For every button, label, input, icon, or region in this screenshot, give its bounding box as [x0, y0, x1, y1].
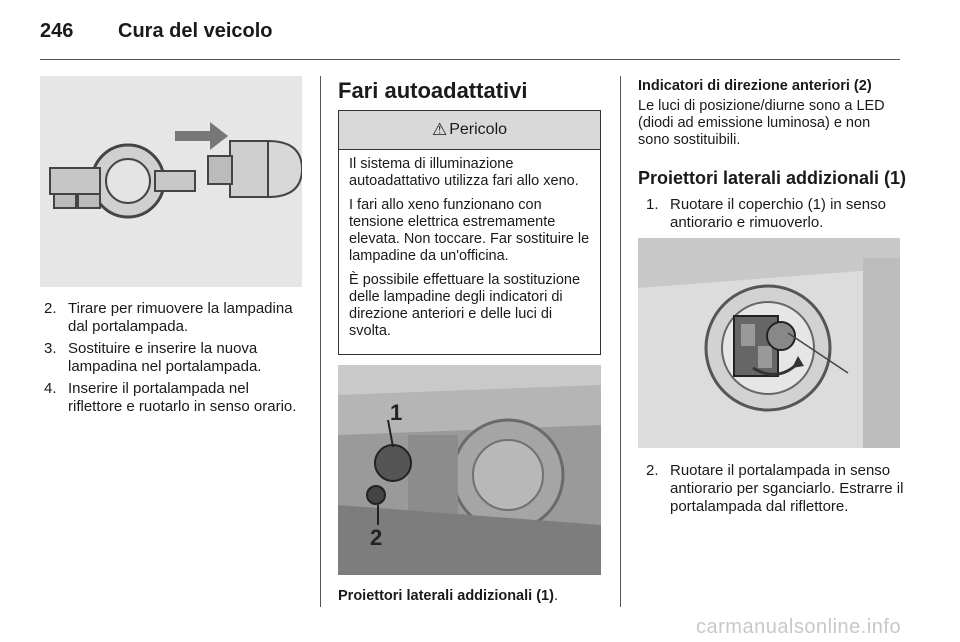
watermark: carmanualsonline.info — [696, 616, 902, 638]
subheading-indicators: Indicatori di direzione anteriori (2) — [638, 78, 872, 94]
section-heading-lateral: Proiettori laterali addizionali (1) — [638, 168, 907, 188]
header-rule — [40, 59, 900, 60]
warning-paragraph: Il sistema di illuminazione autoadattativo utilizza fari allo xeno. — [349, 156, 579, 189]
section-heading: Fari autoadattativi — [338, 78, 528, 103]
steps-list-left — [44, 300, 306, 420]
cover-removal-illustration — [638, 238, 900, 448]
list-item: 4. Inserire il portalampada nel riflettore e ruotarlo in senso orario. — [44, 380, 297, 415]
figure-caption: Proiettori laterali addizionali (1). — [338, 588, 558, 604]
warning-box — [338, 110, 601, 355]
list-item: 2. Tirare per rimuovere la lampadina dal portalampada. — [44, 300, 293, 335]
page-title: Cura del veicolo — [118, 20, 273, 42]
warning-triangle-icon: ⚠ — [431, 120, 448, 139]
column-divider-1 — [320, 76, 321, 607]
warning-title: Pericolo — [449, 121, 508, 138]
callout-label-1: 1 — [390, 400, 403, 425]
list-item: 1. Ruotare il coperchio (1) in senso antiorario e rimuoverlo. — [646, 196, 886, 231]
page-number: 246 — [40, 20, 74, 42]
warning-paragraph: È possibile effettuare la sostituzione delle lampadine degli indicatori di direzione anteriori e delle luci di svolta. — [349, 272, 581, 339]
warning-header — [339, 111, 600, 150]
steps-list-right-2 — [646, 462, 904, 520]
warning-body — [339, 150, 600, 340]
list-item: 2. Ruotare il portalampada in senso antiorario per sganciarlo. Estrarre il portalampada dal riflettore. — [646, 462, 904, 515]
headlight-illustration — [338, 365, 601, 575]
warning-paragraph: I fari allo xeno funzionano con tensione elettrica estremamente elevata. Non toccare. Far sostituire le lampadine da un'officina. — [349, 197, 590, 264]
list-item: 3. Sostituire e inserire la nuova lampadina nel portalampada. — [44, 340, 262, 375]
paragraph-led: Le luci di posizione/diurne sono a LED (diodi ad emissione luminosa) e non sono sostituibili. — [638, 98, 885, 148]
column-divider-2 — [620, 76, 621, 607]
callout-label-2: 2 — [370, 525, 383, 550]
steps-list-right-1 — [646, 196, 900, 236]
bulb-removal-illustration — [40, 76, 302, 287]
